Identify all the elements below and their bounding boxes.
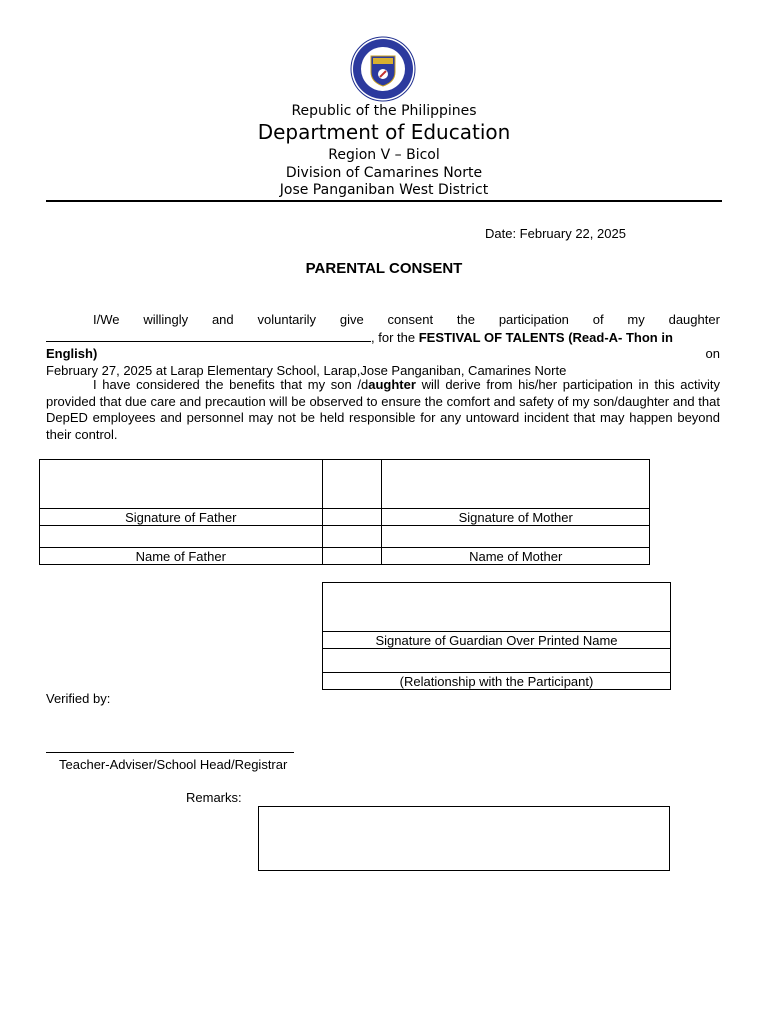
teacher-label: Teacher-Adviser/School Head/Registrar xyxy=(59,757,288,772)
mother-signature-label: Signature of Mother xyxy=(382,509,650,526)
benefits-paragraph: I have considered the benefits that my son /daughter will derive from his/her participation in this activity provided that due care and precaution will be observed to ensure the comfort and safety of my son/daughter and that DepED employees and personnel may not be held responsible for any untoward incident that may happen beyond their control. xyxy=(46,377,720,442)
guardian-signature-table xyxy=(322,582,671,690)
father-signature-field[interactable] xyxy=(40,460,323,509)
father-name-field[interactable] xyxy=(40,526,323,548)
remarks-label: Remarks: xyxy=(186,790,242,805)
guardian-signature-field[interactable] xyxy=(323,583,671,632)
father-name-label: Name of Father xyxy=(40,548,323,565)
date-line: Date: February 22, 2025 xyxy=(485,226,626,241)
relationship-label: (Relationship with the Participant) xyxy=(323,673,671,690)
parent-signature-table xyxy=(39,459,650,565)
teacher-signature-line[interactable] xyxy=(46,752,294,753)
father-signature-label: Signature of Father xyxy=(40,509,323,526)
consent-line-3: February 27, 2025 at Larap Elementary School, Larap,Jose Panganiban, Camarines Norte xyxy=(46,362,567,378)
remarks-box[interactable] xyxy=(258,806,670,871)
header-region: Region V – Bicol xyxy=(328,147,440,163)
mother-name-label: Name of Mother xyxy=(382,548,650,565)
header-country: Republic of the Philippines xyxy=(291,103,477,119)
mother-signature-field[interactable] xyxy=(382,460,650,509)
mother-name-field[interactable] xyxy=(382,526,650,548)
header-department: Department of Education xyxy=(257,120,511,144)
spacer-cell xyxy=(322,509,382,526)
relationship-field[interactable] xyxy=(323,649,671,673)
child-name-blank[interactable] xyxy=(46,329,371,342)
spacer-cell xyxy=(322,460,382,509)
document-title: PARENTAL CONSENT xyxy=(305,260,463,277)
header-rule xyxy=(46,200,722,202)
consent-line-1: I/We willingly and voluntarily give consent the participation of my daughter xyxy=(93,312,720,327)
header-district: Jose Panganiban West District xyxy=(279,182,489,198)
spacer-cell xyxy=(322,548,382,565)
consent-line-2: , for the FESTIVAL OF TALENTS (Read-A- Thon in English) on xyxy=(46,329,720,361)
guardian-signature-label: Signature of Guardian Over Printed Name xyxy=(323,632,671,649)
header-division: Division of Camarines Norte xyxy=(285,165,483,181)
event-name: FESTIVAL OF TALENTS (Read-A- Thon in English) xyxy=(46,329,673,361)
verified-by-label: Verified by: xyxy=(46,691,111,706)
spacer-cell xyxy=(322,526,382,548)
consent-paragraph xyxy=(46,312,720,379)
deped-seal-logo xyxy=(340,36,426,102)
